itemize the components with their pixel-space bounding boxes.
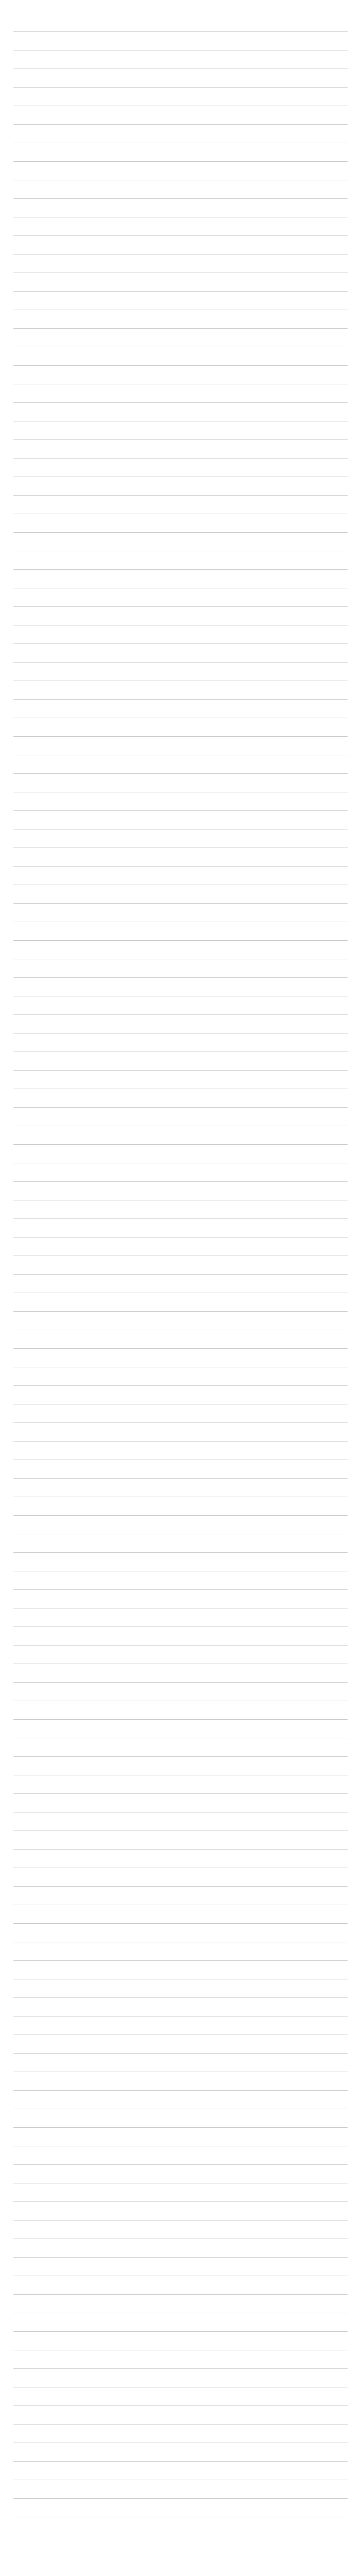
paragraph <box>13 69 348 88</box>
paragraph <box>13 88 348 106</box>
paragraph <box>13 162 348 180</box>
footer-line <box>13 2535 348 2548</box>
paragraph <box>13 143 348 162</box>
paragraph <box>13 106 348 125</box>
paragraph <box>13 50 348 69</box>
page-header <box>13 3 348 10</box>
paragraph <box>13 125 348 143</box>
footer-line <box>13 2562 348 2575</box>
paragraph <box>13 180 348 199</box>
footer-link[interactable] <box>13 2548 348 2562</box>
paragraph <box>13 32 348 50</box>
page-footer <box>13 2535 348 2576</box>
paragraph <box>13 13 348 32</box>
chapter-body <box>13 13 348 2528</box>
